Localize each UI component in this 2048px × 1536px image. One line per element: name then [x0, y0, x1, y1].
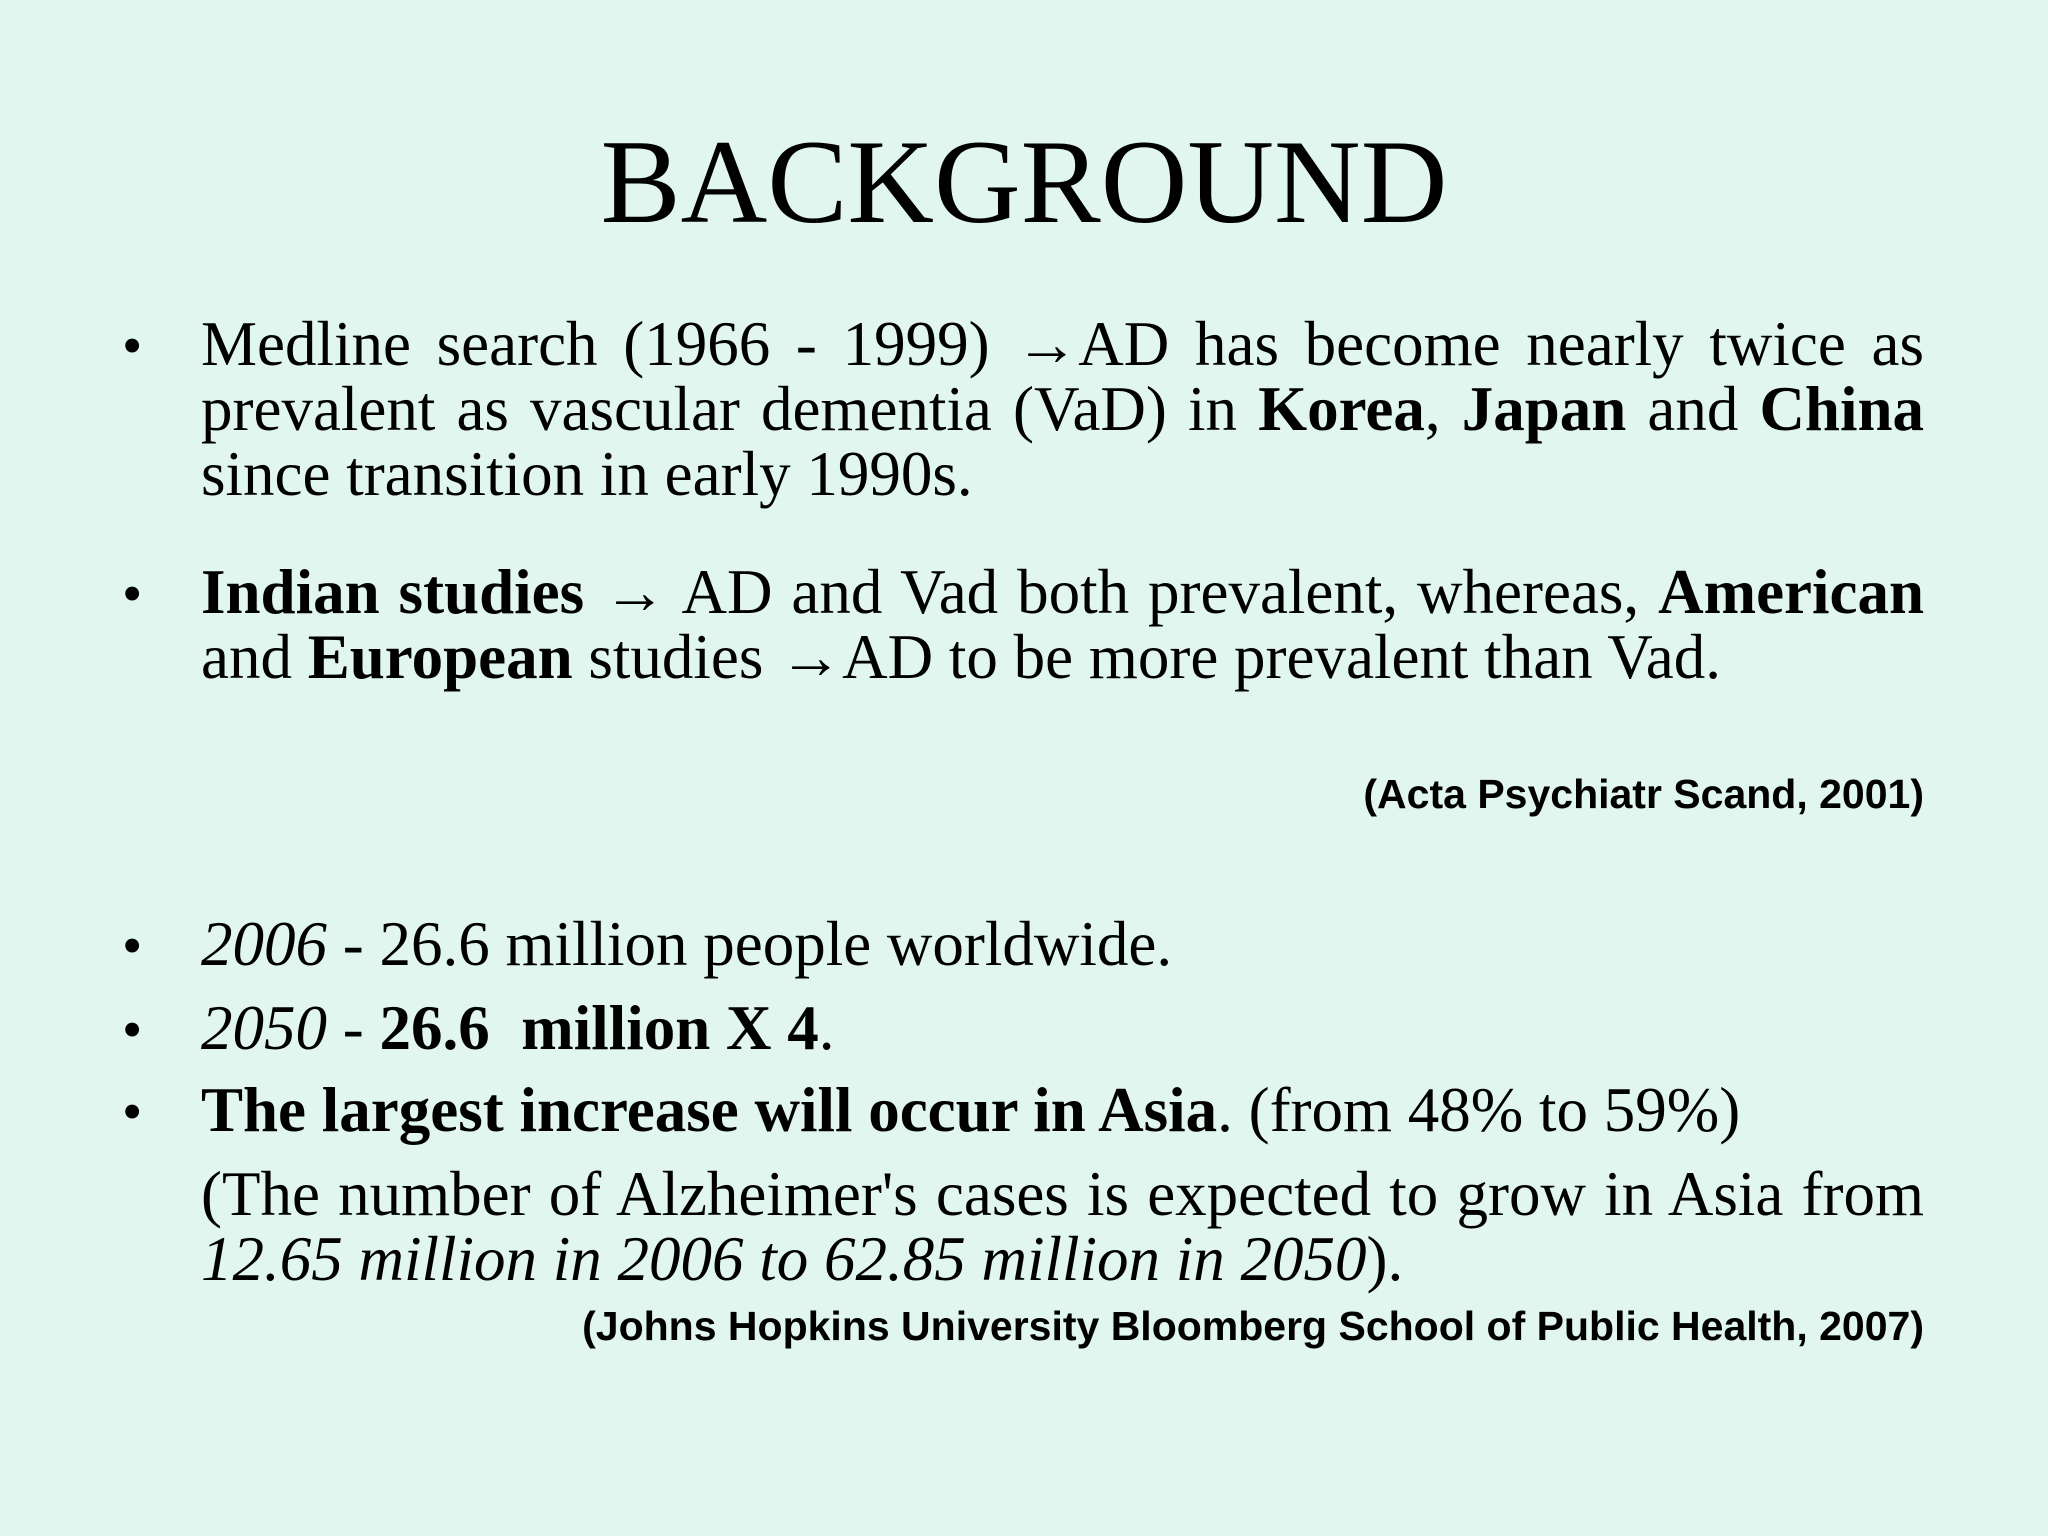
arrow-right-icon: →: [779, 622, 843, 692]
indian-studies-label: Indian studies: [201, 557, 585, 627]
year-2006: 2006: [201, 909, 327, 979]
bullet-text: [201, 993, 1924, 1063]
text-segment: [584, 557, 603, 627]
text-segment: Medline search (1966 - 1999): [201, 309, 1016, 379]
bullet-icon: •: [122, 997, 143, 1062]
text-segment: AD to be more prevalent than Vad.: [842, 622, 1721, 692]
text-segment: .: [818, 993, 835, 1063]
bullet-icon: •: [122, 313, 143, 378]
year-2050: 2050: [201, 993, 327, 1063]
bullet-text: [201, 309, 1925, 509]
bullet-item-2006: [122, 909, 1924, 979]
european-label: European: [307, 622, 573, 692]
arrow-right-icon: →: [603, 557, 667, 627]
bullet-icon: •: [122, 913, 143, 978]
citation-johns-hopkins: (Johns Hopkins University Bloomberg School of Public Health, 2007): [582, 1303, 1924, 1349]
text-segment: AD has become nearly twice as prevalent as vascular dementia (VaD) in: [201, 309, 1924, 444]
text-segment: AD and Vad both prevalent, whereas,: [666, 557, 1659, 627]
bullet-text: [201, 909, 1924, 979]
text-segment: and: [1626, 374, 1760, 444]
asia-figures: 12.65 million in 2006 to 62.85 million in 2050: [201, 1224, 1367, 1294]
bullet-item-asia: [122, 1075, 1924, 1145]
asia-note: [122, 1159, 1924, 1294]
bullet-icon: •: [122, 1079, 143, 1144]
citation-acta-psychiatr: (Acta Psychiatr Scand, 2001): [1363, 771, 1924, 817]
bullet-item-2050: [122, 993, 1924, 1063]
projection-value: 26.6 million X 4: [379, 993, 819, 1063]
bullet-item-medline: [122, 309, 1925, 509]
american-label: American: [1658, 557, 1925, 627]
country-korea: Korea: [1258, 374, 1425, 444]
country-japan: Japan: [1461, 374, 1627, 444]
bullet-item-indian-studies: [122, 557, 1925, 692]
slide-title: BACKGROUND: [600, 115, 1448, 248]
text-segment: (The number of Alzheimer's cases is expected to grow in Asia from: [201, 1159, 1924, 1229]
text-segment: ).: [1366, 1224, 1404, 1294]
text-segment: ,: [1424, 374, 1462, 444]
note-text: [201, 1159, 1924, 1294]
bullet-text: [201, 557, 1925, 692]
text-segment: since transition in early 1990s.: [201, 439, 973, 509]
text-segment: . (from 48% to 59%): [1217, 1075, 1741, 1145]
bullet-text: [201, 1075, 1924, 1145]
bullet-icon: •: [122, 561, 143, 626]
text-segment: - 26.6 million people worldwide.: [327, 909, 1173, 979]
arrow-right-icon: →: [1015, 309, 1079, 379]
text-segment: and: [201, 622, 308, 692]
text-segment: -: [327, 993, 380, 1063]
text-segment: studies: [572, 622, 780, 692]
asia-highlight: The largest increase will occur in Asia: [201, 1075, 1218, 1145]
country-china: China: [1759, 374, 1925, 444]
